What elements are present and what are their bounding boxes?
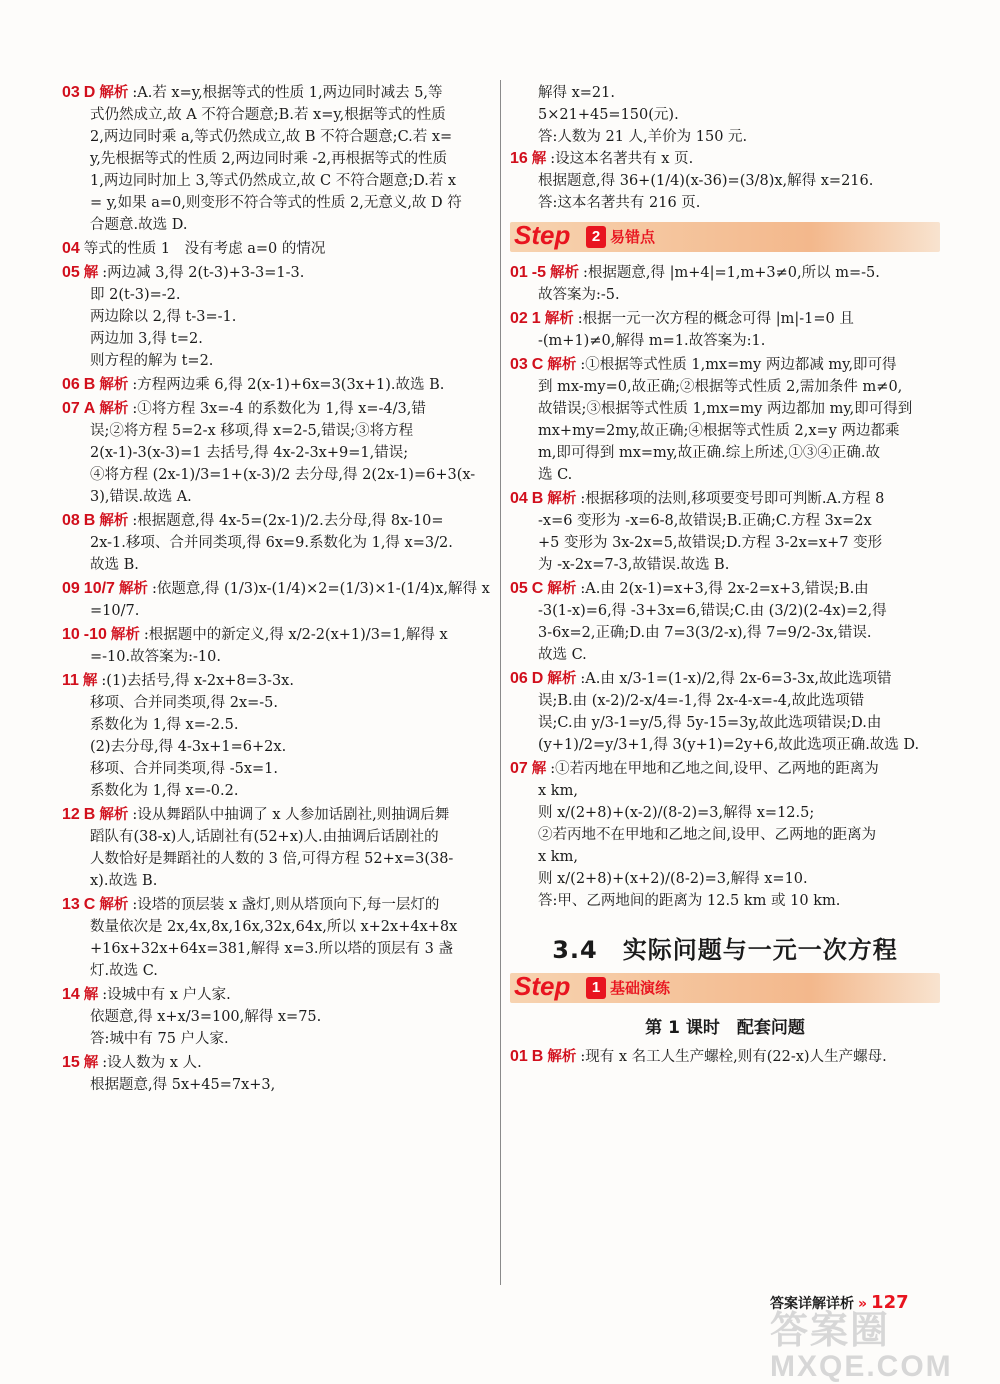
- answer-line: [510, 622, 940, 644]
- answer-text: 移项、合并同类项,得 -5x=1.: [90, 761, 279, 777]
- answer-text: x).故选 B.: [90, 873, 158, 889]
- answer-line: [62, 826, 494, 848]
- step-2-banner: [510, 222, 940, 252]
- answer-line: [62, 464, 494, 486]
- answer-text: :设塔的顶层装 x 盏灯,则从塔顶向下,每一层灯的: [132, 897, 440, 913]
- answer-text: +16x+32x+64x=381,解得 x=3.所以塔的顶层有 3 盏: [90, 941, 453, 957]
- answer-line: [62, 758, 494, 780]
- analysis-tag: 解析: [99, 807, 129, 823]
- answer-line: [62, 736, 494, 758]
- answer-line: [62, 420, 494, 442]
- answer-line: [510, 398, 940, 420]
- answer-line: [62, 510, 494, 532]
- question-number: 14: [62, 986, 80, 1003]
- answer-text: 根据题意,得 36+(1/4)(x-36)=(3/8)x,解得 x=216.: [538, 173, 874, 189]
- answer-text: 等式的性质 1 没有考虑 a=0 的情况: [83, 241, 326, 257]
- answer-choice: B: [83, 376, 96, 393]
- answer-line: [510, 846, 940, 868]
- answer-text: :依题意,得 (1/3)x-(1/4)×2=(1/3)×1-(1/4)x,解得 x: [151, 581, 490, 597]
- left-column: [62, 82, 494, 1098]
- answer-text: 答:甲、乙两地间的距离为 12.5 km 或 10 km.: [538, 893, 841, 909]
- answer-line: [510, 284, 940, 306]
- answer-text: :设这本名著共有 x 页.: [550, 151, 694, 167]
- question-number: 09: [62, 580, 80, 597]
- answer-line: [62, 532, 494, 554]
- answer-line: [510, 780, 940, 802]
- answer-line: [62, 870, 494, 892]
- answer-choice: C: [531, 356, 544, 373]
- answer-line: [62, 306, 494, 328]
- answer-text: 则 x/(2+8)+(x+2)/(8-2)=3,解得 x=10.: [538, 871, 808, 887]
- answer-16: [510, 148, 940, 214]
- analysis-tag: 解析: [547, 581, 577, 597]
- double-arrow-icon: »: [858, 1296, 868, 1312]
- answer-item: [62, 804, 494, 892]
- answer-line: [510, 330, 940, 352]
- answer-line: [510, 510, 940, 532]
- answer-line: [510, 262, 940, 284]
- answer-line: [62, 104, 494, 126]
- answer-line: [62, 938, 494, 960]
- answer-item: [62, 262, 494, 372]
- answer-line: [62, 328, 494, 350]
- question-number: 07: [62, 400, 80, 417]
- answer-text: 数量依次是 2x,4x,8x,16x,32x,64x,所以 x+2x+4x+8x: [90, 919, 458, 935]
- answer-text: ②若丙地不在甲地和乙地之间,设甲、乙两地的距离为: [538, 827, 877, 843]
- answer-text: :根据题意,得 4x-5=(2x-1)/2.去分母,得 8x-10=: [132, 513, 444, 529]
- answer-line: [62, 374, 494, 396]
- question-number: 16: [510, 150, 528, 167]
- answer-choice: B: [531, 490, 544, 507]
- answer-text: 合题意.故选 D.: [90, 217, 188, 233]
- answer-line: [62, 848, 494, 870]
- answer-item: [62, 578, 494, 622]
- answer-text: 故答案为:-5.: [538, 287, 620, 303]
- answer-line: [62, 624, 494, 646]
- analysis-tag: 解析: [99, 401, 129, 417]
- question-number: 08: [62, 512, 80, 529]
- answer-item: [62, 984, 494, 1050]
- answer-line: [62, 1028, 494, 1050]
- answer-choice: -10: [83, 626, 107, 643]
- analysis-tag: 解析: [110, 627, 140, 643]
- question-number: 12: [62, 806, 80, 823]
- section-title: 3.4 实际问题与一元一次方程: [552, 936, 898, 964]
- analysis-tag: 解析: [99, 513, 129, 529]
- lesson-title: 第 1 课时 配套问题: [645, 1018, 805, 1038]
- answer-item: [510, 668, 940, 756]
- answer-text: 灯.故选 C.: [90, 963, 158, 979]
- answer-line: [62, 578, 494, 600]
- answer-choice: B: [83, 806, 96, 823]
- question-number: 05: [62, 264, 80, 281]
- answer-line: [62, 284, 494, 306]
- answer-text: :(1)去括号,得 x-2x+8=3-3x.: [101, 673, 294, 689]
- answer-item: [62, 510, 494, 576]
- answer-line: [62, 350, 494, 372]
- analysis-tag: 解析: [99, 897, 129, 913]
- answer-line: [62, 262, 494, 284]
- answer-text: 答:这本名著共有 216 页.: [538, 195, 701, 211]
- answer-item: [510, 262, 940, 306]
- answer-line: [510, 758, 940, 780]
- right-column: [510, 82, 940, 1070]
- answer-text: 选 C.: [538, 467, 573, 483]
- answer-line: [510, 192, 940, 214]
- basic-answer-01: [510, 1046, 940, 1068]
- answer-item: [62, 374, 494, 396]
- answer-line: [510, 690, 940, 712]
- column-divider: [500, 80, 501, 1285]
- answer-text: :根据题意,得 |m+4|=1,m+3≠0,所以 m=-5.: [583, 265, 880, 281]
- question-number: 11: [62, 672, 79, 689]
- answer-item: [62, 1052, 494, 1096]
- answer-text: mx+my=2my,故正确;④根据等式性质 2,x=y 两边都乘: [538, 423, 900, 439]
- answer-text: (2)去分母,得 4-3x+1=6+2x.: [90, 739, 287, 755]
- analysis-tag: 解: [82, 673, 98, 689]
- answer-line: [510, 308, 940, 330]
- answer-line: [62, 442, 494, 464]
- answer-text: 为 -x-2x=7-3,故错误.故选 B.: [538, 557, 730, 573]
- answer-text: 误;B.由 (x-2)/2-x/4=-1,得 2x-4-x=-4,故此选项错: [538, 693, 865, 709]
- answer-line: [510, 868, 940, 890]
- answer-line: [62, 148, 494, 170]
- answer-text: =10/7.: [90, 603, 140, 619]
- watermark-logo-text: 答案圈: [770, 1310, 891, 1352]
- analysis-tag: 解: [83, 1055, 99, 1071]
- answer-item: [510, 758, 940, 912]
- answer-line: [510, 644, 940, 666]
- answer-text: 即 2(t-3)=-2.: [90, 287, 181, 303]
- answer-line: [62, 804, 494, 826]
- answer-line: [62, 554, 494, 576]
- question-number: 13: [62, 896, 80, 913]
- answer-text: 2(x-1)-3(x-3)=1 去括号,得 4x-2-3x+9=1,错误;: [90, 445, 409, 461]
- answer-line: [62, 916, 494, 938]
- step-number-badge: 2: [586, 226, 606, 248]
- answer-line: [510, 464, 940, 486]
- answer-text: +5 变形为 3x-2x=5,故错误;D.方程 3-2x=x+7 变形: [538, 535, 883, 551]
- answer-line: [510, 420, 940, 442]
- answer-item: [510, 488, 940, 576]
- answer-line: [510, 376, 940, 398]
- answer-line: [510, 148, 940, 170]
- analysis-tag: 解析: [547, 357, 577, 373]
- answer-line: [62, 714, 494, 736]
- answer-line: [62, 894, 494, 916]
- step-word: Step: [514, 971, 571, 1001]
- answer-text: :方程两边乘 6,得 2(x-1)+6x=3(3x+1).故选 B.: [132, 377, 445, 393]
- page-number: 127: [871, 1292, 909, 1313]
- answer-text: :设城中有 x 户人家.: [102, 987, 231, 1003]
- answer-text: 移项、合并同类项,得 2x=-5.: [90, 695, 279, 711]
- answer-text: -3(1-x)=6,得 -3+3x=6,错误;C.由 (3/2)(2-4x)=2,得: [538, 603, 887, 619]
- answer-text: :①根据等式性质 1,mx=my 两边都减 my,即可得: [580, 357, 897, 373]
- footer-text: 答案详解详析: [770, 1296, 854, 1312]
- answer-text: 到 mx-my=0,故正确;②根据等式性质 2,需加条件 m≠0,: [538, 379, 903, 395]
- answer-text: :现有 x 名工人生产螺栓,则有(22-x)人生产螺母.: [580, 1049, 887, 1065]
- question-number: 04: [62, 240, 80, 257]
- answer-line: [510, 734, 940, 756]
- answer-text: 系数化为 1,得 x=-2.5.: [90, 717, 239, 733]
- question-number: 03: [62, 84, 80, 101]
- answer-text: x km,: [538, 783, 578, 799]
- answer-text: 式仍然成立,故 A 不符合题意;B.若 x=y,根据等式的性质: [90, 107, 446, 123]
- analysis-tag: 解析: [547, 1049, 577, 1065]
- answer-line: [62, 126, 494, 148]
- question-number: 06: [62, 376, 80, 393]
- answer-text: :①若丙地在甲地和乙地之间,设甲、乙两地的距离为: [550, 761, 879, 777]
- answer-line: [62, 692, 494, 714]
- answer-line: [62, 214, 494, 236]
- question-number: 01: [510, 1048, 528, 1065]
- step-word: Step: [514, 220, 571, 250]
- answer-text: y,先根据等式的性质 2,两边同时乘 -2,再根据等式的性质: [90, 151, 448, 167]
- answer-item: [62, 238, 494, 260]
- answer-item: [510, 148, 940, 214]
- step-label: 基础演练: [610, 979, 671, 997]
- answer-text: :根据一元一次方程的概念可得 |m|-1=0 且: [577, 311, 854, 327]
- answer-text: :根据移项的法则,移项要变号即可判断.A.方程 8: [580, 491, 885, 507]
- answer-text: 依题意,得 x+x/3=100,解得 x=75.: [90, 1009, 322, 1025]
- analysis-tag: 解析: [99, 85, 129, 101]
- answer-text: -(m+1)≠0,解得 m=1.故答案为:1.: [538, 333, 766, 349]
- answer-choice: 10/7: [83, 580, 115, 597]
- answer-text: (y+1)/2=y/3+1,得 3(y+1)=2y+6,故此选项正确.故选 D.: [538, 737, 920, 753]
- answer-line: [510, 554, 940, 576]
- question-number: 04: [510, 490, 528, 507]
- answer-text: = y,如果 a=0,则变形不符合等式的性质 2,无意义,故 D 符: [90, 195, 462, 211]
- answer-choice: 1: [531, 310, 541, 327]
- question-number: 07: [510, 760, 528, 777]
- analysis-tag: 解: [83, 987, 99, 1003]
- answer-text: -x=6 变形为 -x=6-8,故错误;B.正确;C.方程 3x=2x: [538, 513, 872, 529]
- analysis-tag: 解析: [547, 671, 577, 687]
- question-number: 10: [62, 626, 80, 643]
- answer-text: 则 x/(2+8)+(x-2)/(8-2)=3,解得 x=12.5;: [538, 805, 815, 821]
- analysis-tag: 解析: [118, 581, 148, 597]
- analysis-tag: 解析: [544, 311, 574, 327]
- answer-text: :A.由 2(x-1)=x+3,得 2x-2=x+3,错误;B.由: [580, 581, 869, 597]
- question-number: 01: [510, 264, 528, 281]
- answer-item: [62, 894, 494, 982]
- answer-line: [510, 488, 940, 510]
- answer-text: 1,两边同时加上 3,等式仍然成立,故 C 不符合题意;D.若 x: [90, 173, 457, 189]
- question-number: 02: [510, 310, 528, 327]
- answer-line: [62, 646, 494, 668]
- answer-text: :设从舞蹈队中抽调了 x 人参加话剧社,则抽调后舞: [132, 807, 450, 823]
- question-number: 03: [510, 356, 528, 373]
- answer-text: =-10.故答案为:-10.: [90, 649, 221, 665]
- answer-choice: C: [83, 896, 96, 913]
- answer-text: 误;②将方程 5=2-x 移项,得 x=2-5,错误;③将方程: [90, 423, 414, 439]
- analysis-tag: 解析: [99, 377, 129, 393]
- step-number-badge: 1: [586, 977, 606, 999]
- answer-choice: -5: [531, 264, 547, 281]
- answer-line: [62, 1074, 494, 1096]
- answer-line: 5×21+45=150(元).: [538, 107, 679, 123]
- answer-line: [510, 824, 940, 846]
- answer-choice: A: [83, 400, 96, 417]
- watermark: [770, 1310, 990, 1383]
- answer-item: [62, 82, 494, 236]
- step-1-banner: [510, 973, 940, 1003]
- answer-line: [510, 442, 940, 464]
- answer-line: [62, 486, 494, 508]
- answer-line: 答:人数为 21 人,羊价为 150 元.: [538, 129, 748, 145]
- question-number: 05: [510, 580, 528, 597]
- answer-line: [62, 780, 494, 802]
- answer-text: 则方程的解为 t=2.: [90, 353, 214, 369]
- answer-line: [62, 984, 494, 1006]
- answer-line: [510, 354, 940, 376]
- answer-line: [62, 1052, 494, 1074]
- answer-text: :根据题中的新定义,得 x/2-2(x+1)/3=1,解得 x: [143, 627, 448, 643]
- answer-item: [510, 354, 940, 486]
- answer-line: [510, 1046, 940, 1068]
- answer-item: [510, 1046, 940, 1068]
- answer-line: [62, 600, 494, 622]
- answer-text: 蹈队有(38-x)人,话剧社有(52+x)人.由抽调后话剧社的: [90, 829, 439, 845]
- answer-line: [62, 82, 494, 104]
- answer-line: [510, 170, 940, 192]
- answer-line: [510, 712, 940, 734]
- answer-choice: D: [531, 670, 544, 687]
- answer-choice: D: [83, 84, 96, 101]
- analysis-tag: 解析: [550, 265, 580, 281]
- answer-item: [62, 670, 494, 802]
- answer-text: 故错误;③根据等式性质 1,mx=my 两边都加 my,即可得到: [538, 401, 913, 417]
- answer-text: 系数化为 1,得 x=-0.2.: [90, 783, 239, 799]
- answer-line: [62, 670, 494, 692]
- answer-text: x km,: [538, 849, 578, 865]
- answer-line: [62, 170, 494, 192]
- answer-text: 答:城中有 75 户人家.: [90, 1031, 229, 1047]
- answer-text: 两边除以 2,得 t-3=-1.: [90, 309, 237, 325]
- answer-text: 故选 B.: [90, 557, 139, 573]
- answer-line: [62, 398, 494, 420]
- answer-item: [62, 398, 494, 508]
- answer-text: 2,两边同时乘 a,等式仍然成立,故 B 不符合题意;C.若 x=: [90, 129, 453, 145]
- answer-text: 根据题意,得 5x+45=7x+3,: [90, 1077, 276, 1093]
- analysis-tag: 解: [531, 151, 547, 167]
- answer-text: 故选 C.: [538, 647, 587, 663]
- answer-text: 人数恰好是舞蹈社的人数的 3 倍,可得方程 52+x=3(38-: [90, 851, 454, 867]
- question-number: 06: [510, 670, 528, 687]
- answer-choice: B: [83, 512, 96, 529]
- watermark-site: MXQE.COM: [770, 1350, 953, 1383]
- answer-line: [62, 960, 494, 982]
- answer-choice: C: [531, 580, 544, 597]
- answer-line: [510, 600, 940, 622]
- answer-text: 3-6x=2,正确;D.由 7=3(3/2-x),得 7=9/2-3x,错误.: [538, 625, 872, 641]
- answer-line: [510, 532, 940, 554]
- answer-line: [510, 802, 940, 824]
- answer-text: ④将方程 (2x-1)/3=1+(x-3)/2 去分母,得 2(2x-1)=6+3(x-: [90, 467, 476, 483]
- answer-line: [510, 890, 940, 912]
- answer-choice: B: [531, 1048, 544, 1065]
- answer-item: [62, 624, 494, 668]
- answer-text: :A.由 x/3-1=(1-x)/2,得 2x-6=3-3x,故此选项错: [580, 671, 892, 687]
- analysis-tag: 解: [531, 761, 547, 777]
- analysis-tag: 解: [83, 265, 99, 281]
- answer-item: [510, 578, 940, 666]
- answer-line: [510, 668, 940, 690]
- answer-text: :A.若 x=y,根据等式的性质 1,两边同时减去 5,等: [132, 85, 443, 101]
- answer-line: [510, 578, 940, 600]
- answer-line: [62, 192, 494, 214]
- mistake-answers: [510, 262, 940, 912]
- answer-text: :设人数为 x 人.: [102, 1055, 202, 1071]
- answer-text: m,即可得到 mx=my,故正确.综上所述,①③④正确.故: [538, 445, 880, 461]
- answer-text: 两边加 3,得 t=2.: [90, 331, 203, 347]
- question-number: 15: [62, 1054, 80, 1071]
- answer-text: 3),错误.故选 A.: [90, 489, 192, 505]
- answer-line: [62, 238, 494, 260]
- answer-line: [62, 1006, 494, 1028]
- answer-text: :两边减 3,得 2(t-3)+3-3=1-3.: [102, 265, 305, 281]
- answer-text: :①将方程 3x=-4 的系数化为 1,得 x=-4/3,错: [132, 401, 426, 417]
- answer-text: 误;C.由 y/3-1=y/5,得 5y-15=3y,故此选项错误;D.由: [538, 715, 882, 731]
- answer-15-continued: [510, 82, 940, 148]
- step-label: 易错点: [610, 228, 656, 246]
- answer-line: 解得 x=21.: [538, 85, 615, 101]
- answer-item: [510, 308, 940, 352]
- analysis-tag: 解析: [547, 491, 577, 507]
- answer-text: 2x-1.移项、合并同类项,得 6x=9.系数化为 1,得 x=3/2.: [90, 535, 453, 551]
